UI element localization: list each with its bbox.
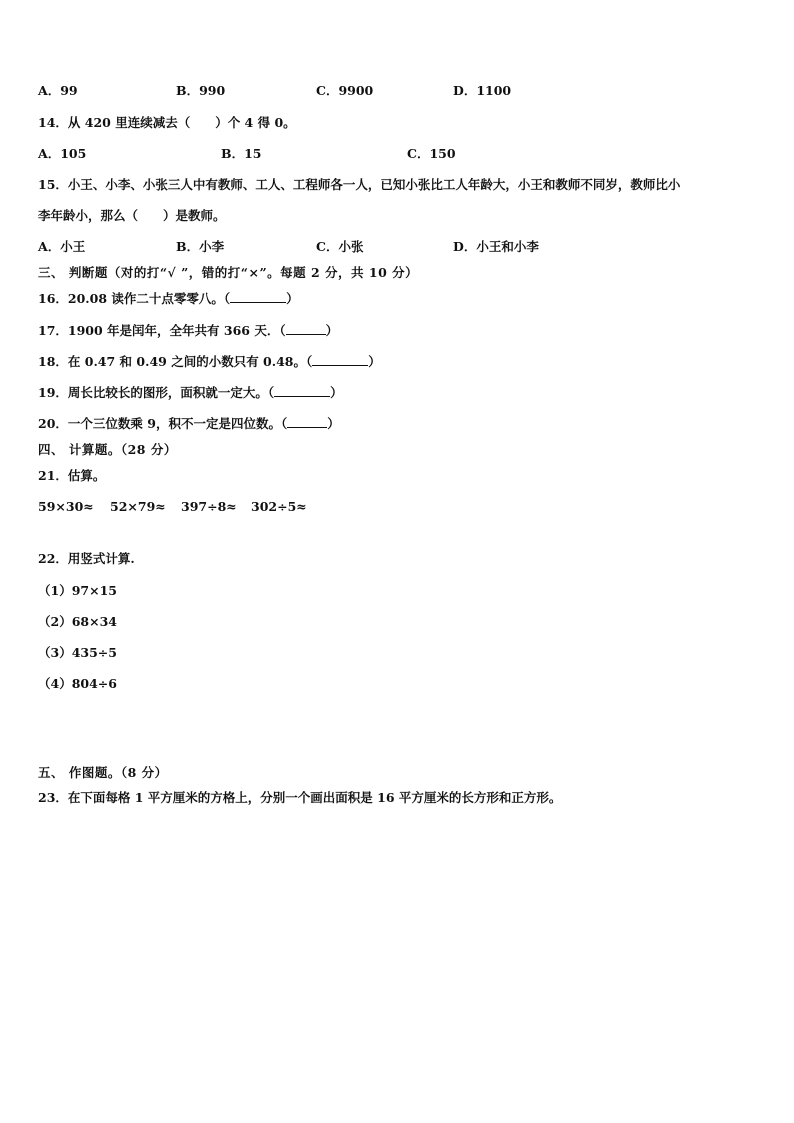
- judge-item-19-text: 19．周长比较长的图形，面积就一定大。（: [38, 385, 275, 400]
- q13-option-d: D．1100: [453, 83, 512, 98]
- judge-item-17: [38, 323, 338, 339]
- judge-item-20-close: ）: [327, 416, 340, 431]
- q23-stem: 23．在下面每格 1 平方厘米的方格上，分别一个画出面积是 16 平方厘米的长方形和正方形。: [38, 790, 562, 805]
- answer-blank[interactable]: [230, 291, 286, 303]
- answer-blank[interactable]: [274, 385, 330, 397]
- judge-item-18-close: ）: [368, 354, 381, 369]
- q13-option-c: C．9900: [316, 83, 374, 98]
- q21-item-1: 59×30≈: [38, 499, 94, 514]
- q22-item-1: （1）97×15: [38, 583, 117, 598]
- answer-blank[interactable]: [287, 416, 327, 428]
- judge-item-17-close: ）: [325, 323, 339, 338]
- judge-item-20: [38, 416, 340, 432]
- q22-item-3: （3）435÷5: [38, 645, 117, 660]
- q15-stem-line2: 李年龄小，那么（ ）是教师。: [38, 208, 226, 223]
- q15-option-c: C．小张: [316, 239, 364, 254]
- section3-heading: 三、 判断题（对的打“√ ”，错的打“×”。每题 2 分，共 10 分）: [38, 265, 419, 280]
- judge-item-16: [38, 291, 299, 307]
- q13-option-a: A．99: [38, 83, 78, 98]
- q14-option-c: C．150: [407, 146, 456, 161]
- judge-item-20-text: 20．一个三位数乘 9，积不一定是四位数。（: [38, 416, 288, 431]
- answer-blank[interactable]: [286, 323, 326, 335]
- q15-option-a: A．小王: [38, 239, 86, 254]
- judge-item-18: [38, 354, 381, 370]
- q15-stem-line1: 15．小王、小李、小张三人中有教师、工人、工程师各一人，已知小张比工人年龄大，小王和教师不同岁，教师比小: [38, 177, 681, 192]
- q21-item-3: 397÷8≈: [181, 499, 237, 514]
- q22-item-2: （2）68×34: [38, 614, 117, 629]
- section5-heading: 五、 作图题。（8 分）: [38, 765, 168, 780]
- q13-option-b: B．990: [176, 83, 226, 98]
- judge-item-19: [38, 385, 343, 401]
- q14-option-b: B．15: [221, 146, 262, 161]
- q14-stem: 14．从 420 里连续减去（ ）个 4 得 0。: [38, 115, 296, 130]
- q15-option-b: B．小李: [176, 239, 225, 254]
- q21-item-2: 52×79≈: [110, 499, 166, 514]
- answer-blank[interactable]: [312, 354, 368, 366]
- judge-item-16-text: 16．20.08 读作二十点零零八。（: [38, 291, 231, 306]
- judge-item-16-close: ）: [286, 291, 299, 306]
- q22-item-4: （4）804÷6: [38, 676, 117, 691]
- judge-item-17-text: 17．1900 年是闰年，全年共有 366 天．（: [38, 323, 286, 338]
- q21-stem: 21．估算。: [38, 468, 106, 483]
- judge-item-18-text: 18．在 0.47 和 0.49 之间的小数只有 0.48。（: [38, 354, 313, 369]
- section4-heading: 四、 计算题。（28 分）: [38, 442, 177, 457]
- q21-item-4: 302÷5≈: [251, 499, 307, 514]
- q22-stem: 22．用竖式计算.: [38, 551, 135, 566]
- q14-option-a: A．105: [38, 146, 87, 161]
- judge-item-19-close: ）: [330, 385, 343, 400]
- q15-option-d: D．小王和小李: [453, 239, 539, 254]
